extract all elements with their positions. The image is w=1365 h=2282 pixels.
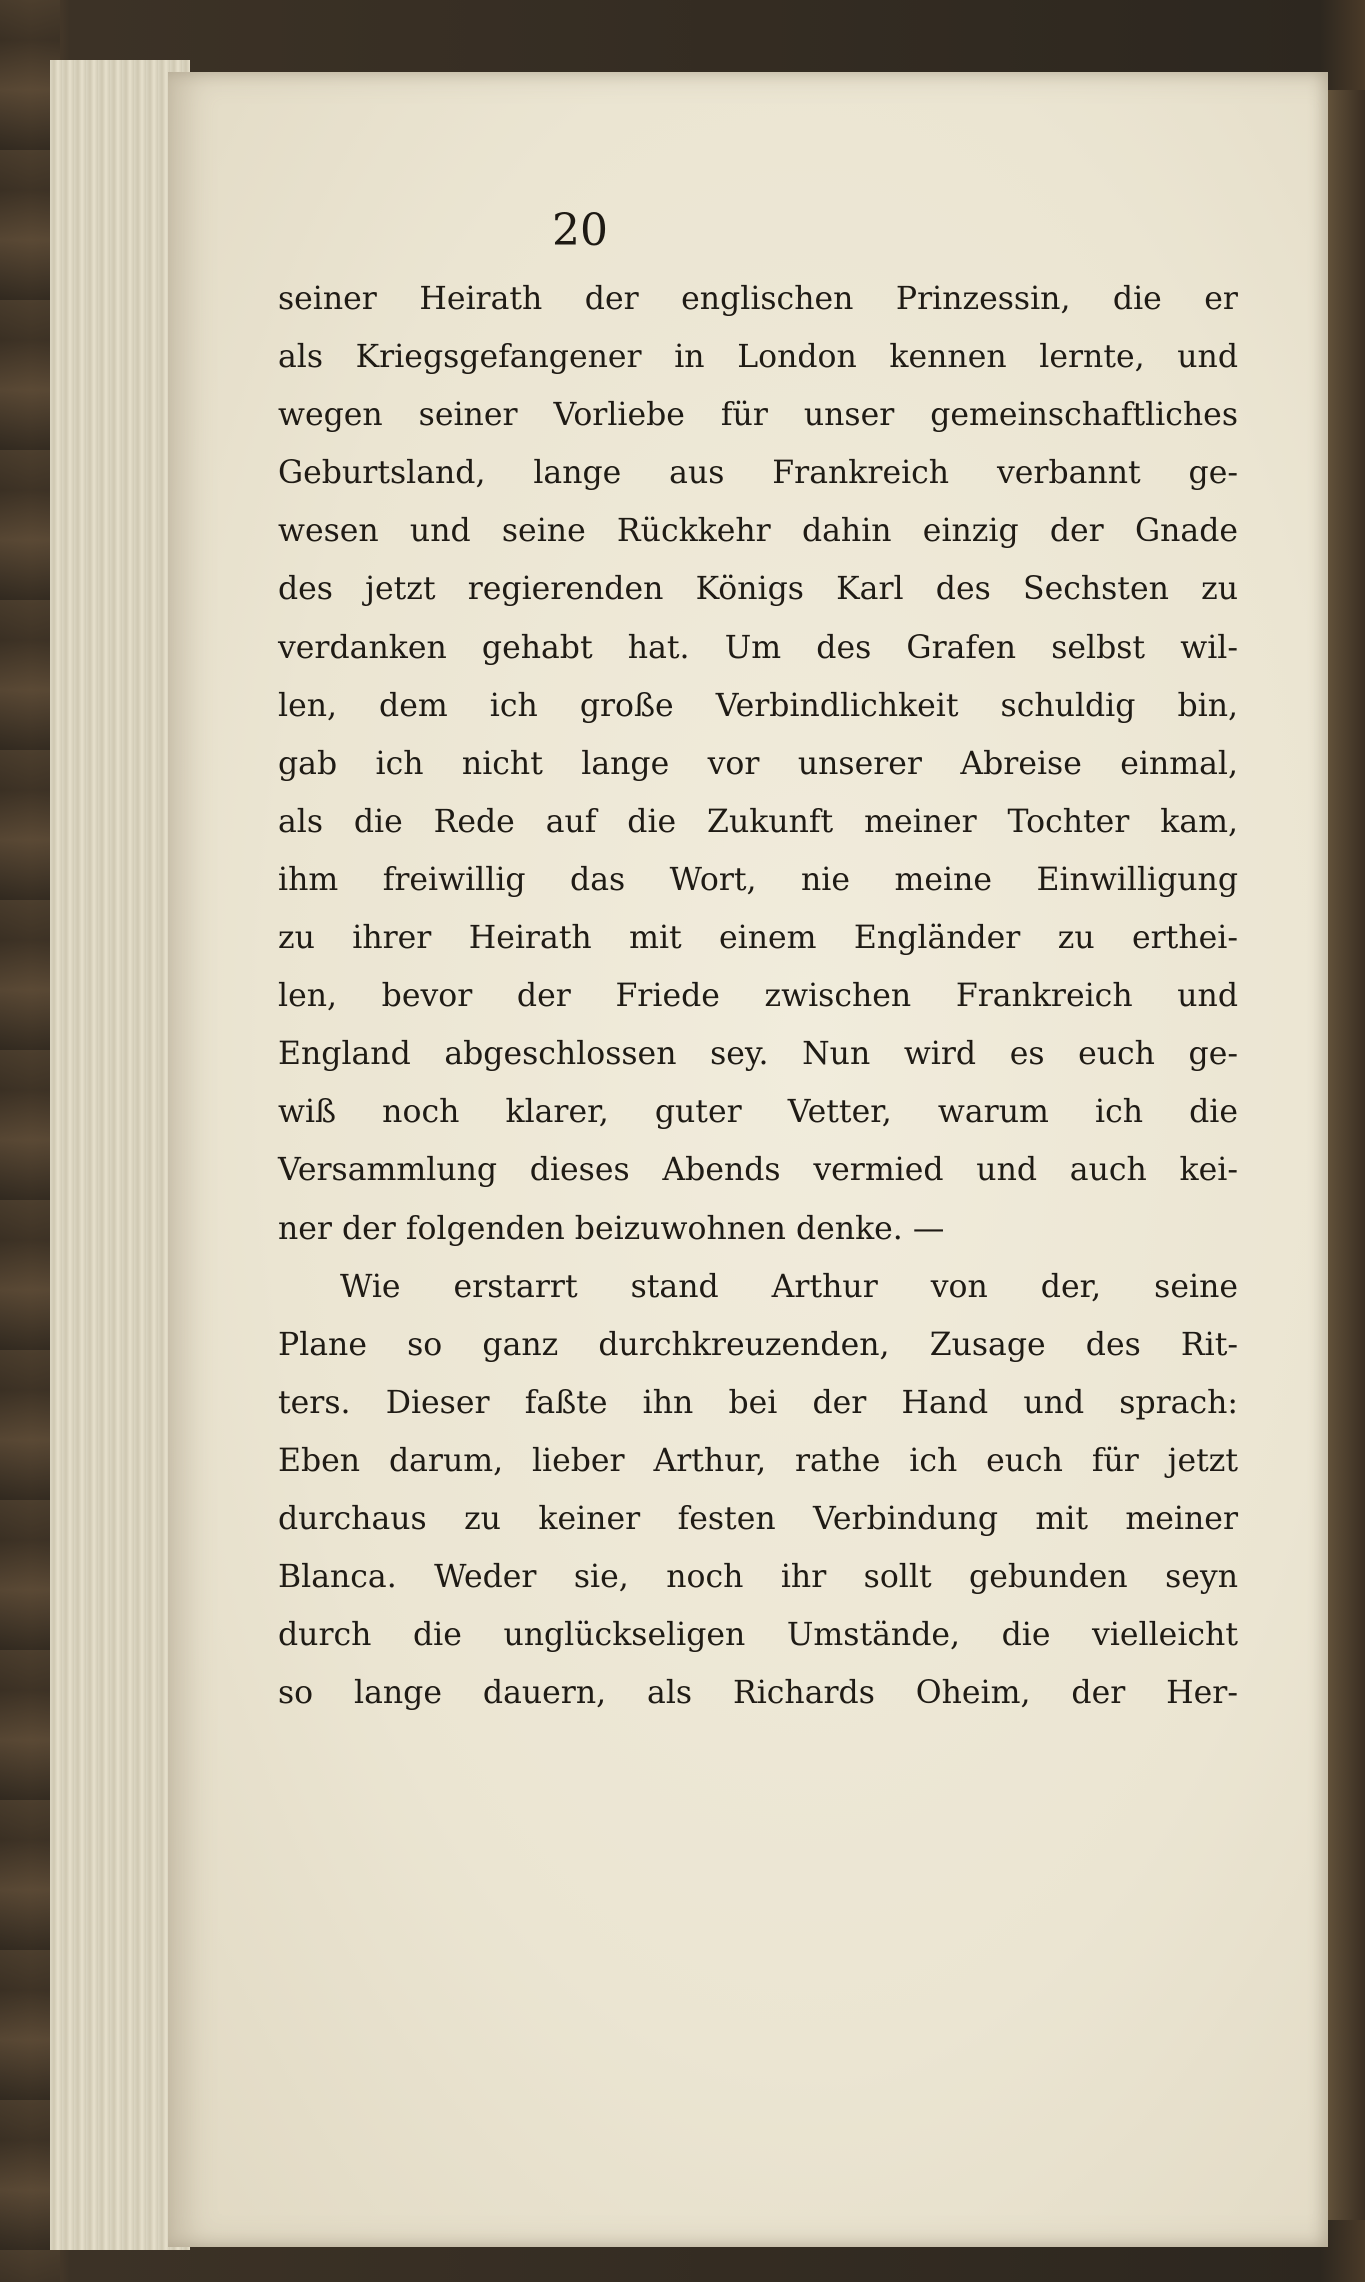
text-line: Versammlung dieses Abends vermied und auch kei- (278, 1152, 1238, 1189)
text-line: Plane so ganz durchkreuzenden, Zusage des Rit- (278, 1326, 1238, 1363)
text-line: Wie erstarrt stand Arthur von der, seine (340, 1268, 1238, 1305)
page-number: 20 (552, 205, 608, 256)
text-line: len, bevor der Friede zwischen Frankreich und (278, 978, 1238, 1015)
text-line: Eben darum, lieber Arthur, rathe ich euch für jetzt (278, 1442, 1238, 1479)
text-line: durchaus zu keiner festen Verbindung mit meiner (278, 1500, 1238, 1537)
text-line: wiß noch klarer, guter Vetter, warum ich die (278, 1094, 1238, 1131)
text-line: len, dem ich große Verbindlichkeit schuldig bin, (278, 687, 1238, 724)
text-line: seiner Heirath der englischen Prinzessin, die er (278, 281, 1238, 317)
text-line: Geburtsland, lange aus Frankreich verbannt ge- (278, 455, 1238, 492)
text-line: wesen und seine Rückkehr dahin einzig der Gnade (278, 513, 1238, 550)
text-line: des jetzt regierenden Königs Karl des Sechsten zu (278, 571, 1238, 608)
text-line: gab ich nicht lange vor unserer Abreise einmal, (278, 745, 1238, 782)
text-line: als die Rede auf die Zukunft meiner Tochter kam, (278, 803, 1238, 840)
text-line: Blanca. Weder sie, noch ihr sollt gebunden seyn (278, 1559, 1238, 1596)
text-line: ters. Dieser faßte ihn bei der Hand und sprach: (278, 1384, 1238, 1421)
text-line: so lange dauern, als Richards Oheim, der Her- (278, 1675, 1238, 1712)
text-line: als Kriegsgefangener in London kennen lernte, und (278, 339, 1238, 376)
text-line: verdanken gehabt hat. Um des Grafen selbst wil- (278, 629, 1238, 666)
text-line: zu ihrer Heirath mit einem Engländer zu erthei- (278, 920, 1238, 957)
text-line: wegen seiner Vorliebe für unser gemeinschaftliches (278, 397, 1238, 434)
text-line: ihm freiwillig das Wort, nie meine Einwilligung (278, 861, 1238, 898)
body-text (278, 270, 1238, 1722)
text-line: durch die unglückseligen Umstände, die vielleicht (278, 1617, 1238, 1654)
text-line: England abgeschlossen sey. Nun wird es euch ge- (278, 1036, 1238, 1073)
text-line: ner der folgenden beizuwohnen denke. — (278, 1210, 945, 1247)
